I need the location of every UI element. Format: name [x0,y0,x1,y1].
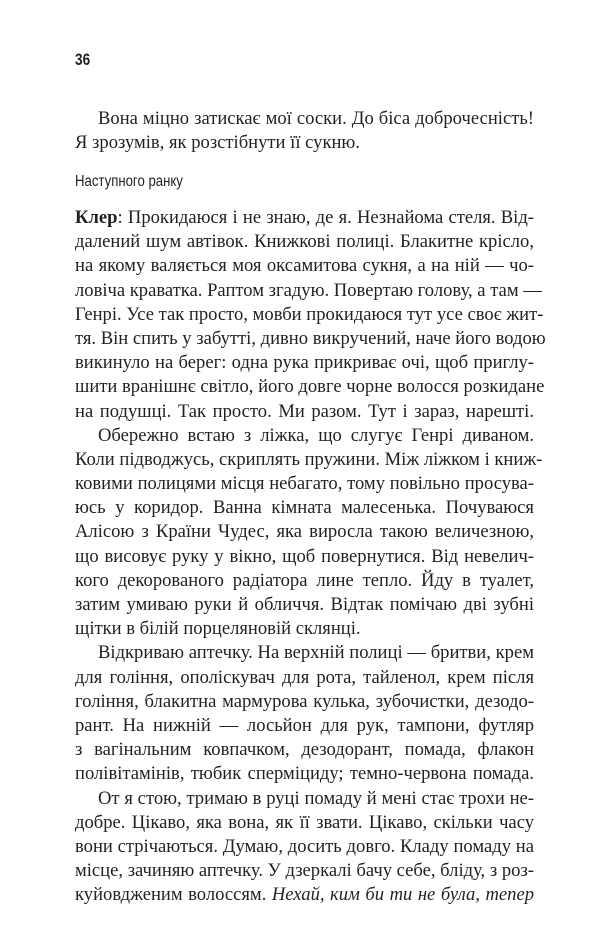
text-line: щітки в білій порцеляновій склянці. [75,618,361,640]
body-text [75,206,546,907]
text-line: Вона міцно затискає мої соски. До біса доброчесність! [98,108,534,129]
page-number: 36 [75,50,91,69]
text-line: добре. Цікаво, яка вона, як її звати. Цікаво, скільки часу [75,811,534,833]
text-line: юсь у коридор. Ванна кімната малесенька. Почуваюся [75,497,534,519]
text-line: ковими полицями місця небагато, тому повільно просува- [75,473,534,495]
text-line: ловіча краватка. Раптом згадую. Повертаю голову, а там — [75,279,542,301]
text-line: вони стрічаються. Думаю, досить довго. Кладу помаду на [75,835,534,857]
text-line: Коли підводжусь, скриплять пружини. Між ліжком і книж- [75,448,543,470]
text-span: куйовдженим волоссям. [75,884,272,906]
text-line: шити вранішнє світло, його довге чорне волосся розкидане [75,376,545,398]
text-line [75,883,534,907]
text-line: затим умиваю руки й обличчя. Відтак помічаю дві зубні [75,594,534,615]
text-line: Алісою з Країни Чудес, яка виросла такою величезною, [75,521,534,543]
text-line: рант. На нижній — лосьйон для рук, тампони, футляр [75,714,534,736]
text-line: на подушці. Так просто. Ми разом. Тут і зараз, нарешті. [75,400,534,422]
text-line: на якому валяється моя оксамитова сукня, а на ній — чо- [75,255,534,277]
paragraph-1 [75,107,534,155]
text-line: що висовує руку у вікно, щоб повернутися. Від невелич- [75,545,534,567]
text-line: полівітамінів, тюбик сперміциду; темно-червона помада. [75,763,534,785]
text-line: місце, зачиняю аптечку. У дзеркалі бачу себе, бліду, з роз- [75,860,534,882]
text-line: викинуло на берег: одна рука прикриває очі, щоб приглу- [75,352,534,374]
text-line: кого декорованого радіатора лине тепло. Йду в туалет, [75,569,534,591]
text-line: гоління, блакитна мармурова кулька, зубочистки, дезодо- [75,690,534,712]
text-line: Обережно встаю з ліжка, що слугує Генрі диваном. [98,424,534,446]
italic-text: Нехай, ким би ти не була, тепер [271,884,534,906]
text-line: От я стою, тримаю в руці помаду й мені стає трохи не- [98,787,534,809]
text-line: для гоління, ополіскувач для рота, тайленол, крем після [75,666,534,688]
text-line: Відкриваю аптечку. На верхній полиці — бритви, крем [98,642,534,664]
text-line: тя. Він спить у забутті, дивно викручений, наче його водою [75,327,546,349]
section-heading: Наступного ранку [75,173,183,190]
text-line: з вагінальним ковпачком, дезодорант, помада, флакон [75,739,534,761]
text-line: Я зрозумів, як розстібнути її сукню. [75,132,360,154]
text-span: : Прокидаюся і не знаю, де я. Незнайома стеля. Від- [117,207,534,228]
speaker-name: Клер [75,207,118,228]
text-line: далений шум автівок. Книжкові полиці. Блакитне крісло, [75,231,534,253]
text-line: Генрі. Усе так просто, мовби прокидаюся тут усе своє жит- [75,303,544,325]
text-line [75,206,534,230]
